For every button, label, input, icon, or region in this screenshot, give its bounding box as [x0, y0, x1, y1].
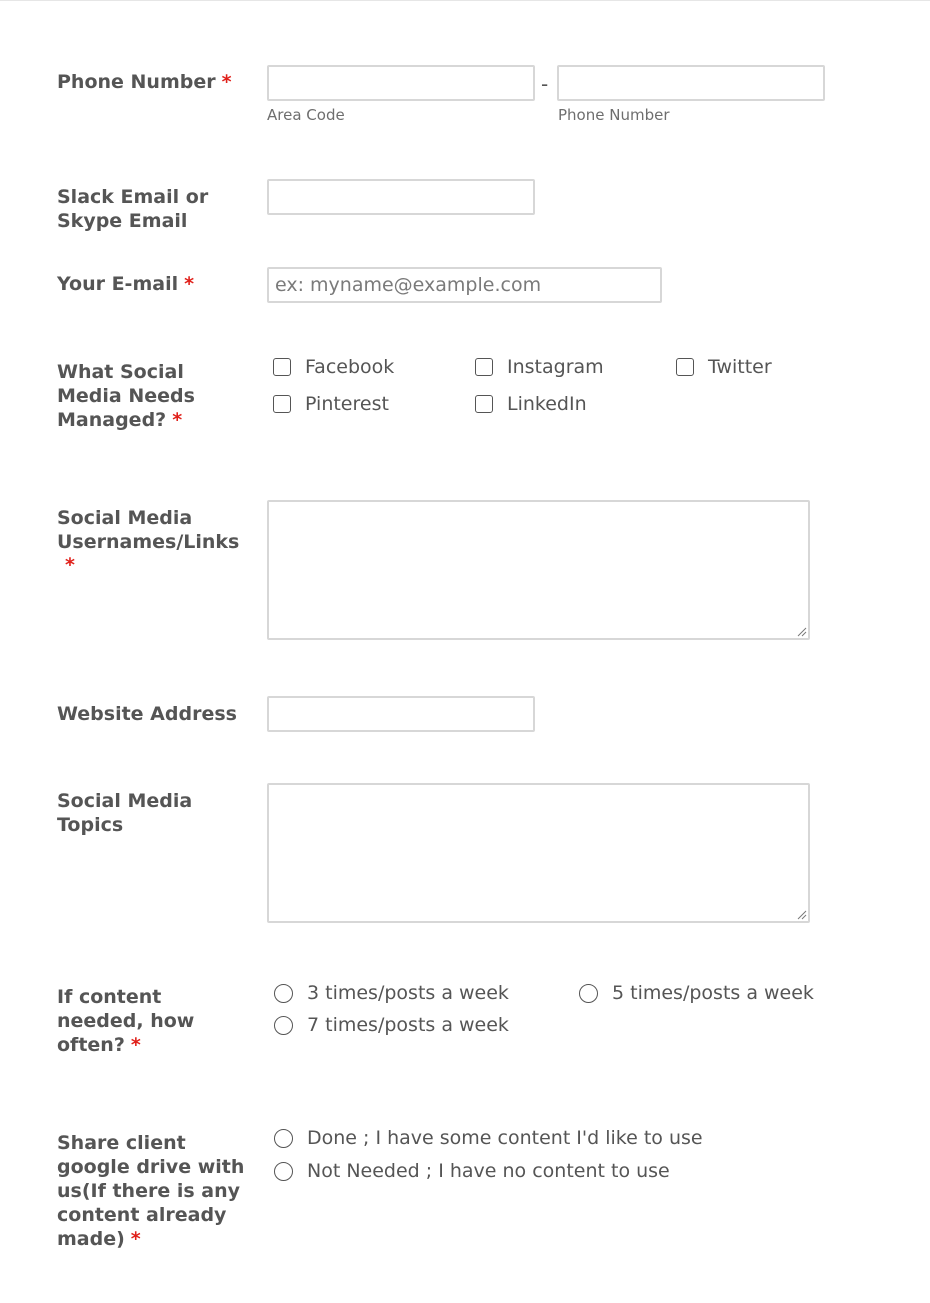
radio-label: Done ; I have some content I'd like to use	[307, 1127, 703, 1149]
required-asterisk: *	[172, 409, 183, 431]
usernames-label-line1: Social Media	[57, 507, 193, 529]
checkbox[interactable]	[475, 395, 493, 413]
frequency-label-line1: If content	[57, 986, 162, 1008]
phone-number-label-text: Phone Number	[57, 71, 216, 93]
slack-label-line1: Slack Email or	[57, 186, 209, 208]
required-asterisk: *	[184, 273, 195, 295]
checkbox-option-linkedin[interactable]	[475, 393, 587, 415]
checkbox-label: Pinterest	[305, 393, 389, 415]
radio-option-5-times[interactable]	[579, 982, 814, 1004]
checkbox-option-pinterest[interactable]	[273, 393, 389, 415]
checkbox[interactable]	[475, 358, 493, 376]
social-needs-label-line2: Media Needs	[57, 385, 195, 407]
required-asterisk: *	[130, 1034, 141, 1056]
social-needs-label	[57, 360, 262, 432]
checkbox-option-facebook[interactable]	[273, 356, 394, 378]
topics-label-line1: Social Media	[57, 790, 193, 812]
slack-email-input[interactable]	[267, 179, 535, 215]
phone-number-sublabel: Phone Number	[558, 106, 670, 124]
radio-button[interactable]	[274, 984, 293, 1003]
radio-button[interactable]	[579, 984, 598, 1003]
usernames-label-line2: Usernames/Links	[57, 531, 240, 553]
radio-label: Not Needed ; I have no content to use	[307, 1160, 670, 1182]
radio-option-not-needed[interactable]	[274, 1160, 670, 1182]
slack-email-label	[57, 185, 262, 233]
website-input[interactable]	[267, 696, 535, 732]
usernames-textarea[interactable]	[267, 500, 810, 640]
social-needs-label-line3: Managed?	[57, 409, 167, 431]
drive-label	[57, 1131, 262, 1251]
checkbox-label: Twitter	[708, 356, 772, 378]
drive-label-line3: us(If there is any	[57, 1180, 241, 1202]
area-code-input[interactable]	[267, 65, 535, 101]
website-label	[57, 702, 262, 726]
radio-button[interactable]	[274, 1162, 293, 1181]
topics-textarea[interactable]	[267, 783, 810, 923]
checkbox-label: LinkedIn	[507, 393, 587, 415]
usernames-label	[57, 506, 262, 577]
checkbox[interactable]	[273, 395, 291, 413]
frequency-label	[57, 985, 262, 1057]
website-label-text: Website Address	[57, 703, 237, 725]
drive-label-line1: Share client	[57, 1132, 186, 1154]
area-code-sublabel: Area Code	[267, 106, 345, 124]
radio-option-done[interactable]	[274, 1127, 703, 1149]
drive-label-line4: content already	[57, 1204, 227, 1226]
resize-grip-icon[interactable]	[797, 627, 807, 637]
radio-button[interactable]	[274, 1129, 293, 1148]
radio-button[interactable]	[274, 1016, 293, 1035]
drive-label-line5: made)	[57, 1228, 125, 1250]
resize-grip-icon[interactable]	[797, 910, 807, 920]
email-input[interactable]	[267, 267, 662, 303]
social-needs-label-line1: What Social	[57, 361, 184, 383]
radio-label: 7 times/posts a week	[307, 1014, 509, 1036]
checkbox-option-twitter[interactable]	[676, 356, 772, 378]
required-asterisk: *	[130, 1228, 141, 1250]
radio-label: 3 times/posts a week	[307, 982, 509, 1004]
frequency-label-line3: often?	[57, 1034, 125, 1056]
required-asterisk: *	[221, 71, 232, 93]
phone-separator: -	[541, 72, 549, 96]
checkbox-option-instagram[interactable]	[475, 356, 604, 378]
frequency-label-line2: needed, how	[57, 1010, 195, 1032]
drive-label-line2: google drive with	[57, 1156, 245, 1178]
topics-label	[57, 789, 262, 837]
email-label-text: Your E-mail	[57, 273, 179, 295]
slack-label-line2: Skype Email	[57, 210, 188, 232]
email-label	[57, 272, 262, 296]
checkbox-label: Instagram	[507, 356, 604, 378]
radio-option-7-times[interactable]	[274, 1014, 509, 1036]
required-asterisk: *	[65, 554, 75, 576]
checkbox[interactable]	[676, 358, 694, 376]
top-divider	[0, 0, 930, 1]
radio-label: 5 times/posts a week	[612, 982, 814, 1004]
checkbox-label: Facebook	[305, 356, 395, 378]
checkbox[interactable]	[273, 358, 291, 376]
phone-number-label	[57, 70, 262, 94]
phone-number-input[interactable]	[557, 65, 825, 101]
radio-option-3-times[interactable]	[274, 982, 509, 1004]
topics-label-line2: Topics	[57, 814, 124, 836]
